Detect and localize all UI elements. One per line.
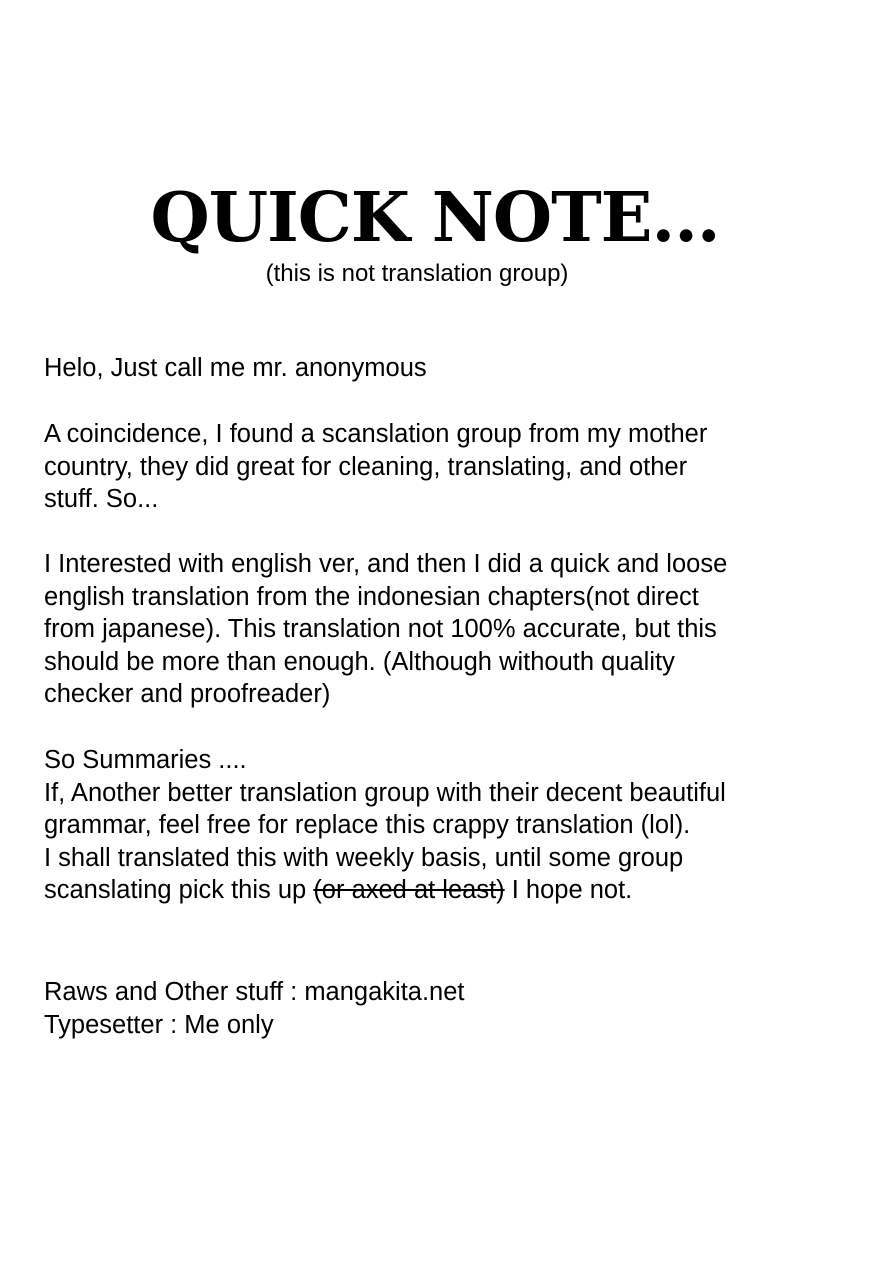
text-line: I shall translated this with weekly basis, until some group (44, 843, 684, 872)
page-title: QUICK NOTE... (150, 178, 720, 258)
text-line: country, they did great for cleaning, translating, and other (44, 452, 688, 481)
text-line: english translation from the indonesian chapters(not direct (44, 582, 699, 611)
coincidence-paragraph (44, 418, 844, 516)
summaries-heading: So Summaries .... (44, 746, 247, 774)
summaries-paragraph (44, 744, 844, 907)
interest-paragraph (44, 548, 844, 711)
struck-text: (or axed at least) (313, 876, 505, 905)
greeting-paragraph (44, 352, 844, 385)
text-line: from japanese). This translation not 100% accurate, but this (44, 615, 717, 644)
text-line: should be more than enough. (Although withouth quality (44, 647, 675, 676)
raws-credit: Raws and Other stuff : mangakita.net (44, 978, 465, 1006)
text-line: stuff. So... (44, 485, 159, 514)
credits-paragraph (44, 976, 844, 1041)
text-line: grammar, feel free for replace this crappy translation (lol). (44, 811, 691, 840)
text-line-with-strikethrough (44, 874, 844, 907)
text-line: If, Another better translation group with their decent beautiful (44, 778, 726, 807)
text-line: I Interested with english ver, and then I did a quick and loose (44, 550, 728, 578)
last-line-suffix: I hope not. (504, 876, 633, 905)
page-subtitle: (this is not translation group) (265, 260, 569, 287)
greeting-line: Helo, Just call me mr. anonymous (44, 354, 427, 382)
text-line: A coincidence, I found a scanslation group from my mother (44, 420, 708, 448)
typesetter-credit: Typesetter : Me only (44, 1010, 274, 1039)
last-line-prefix: scanslating pick this up (44, 876, 314, 905)
text-line: checker and proofreader) (44, 680, 331, 709)
